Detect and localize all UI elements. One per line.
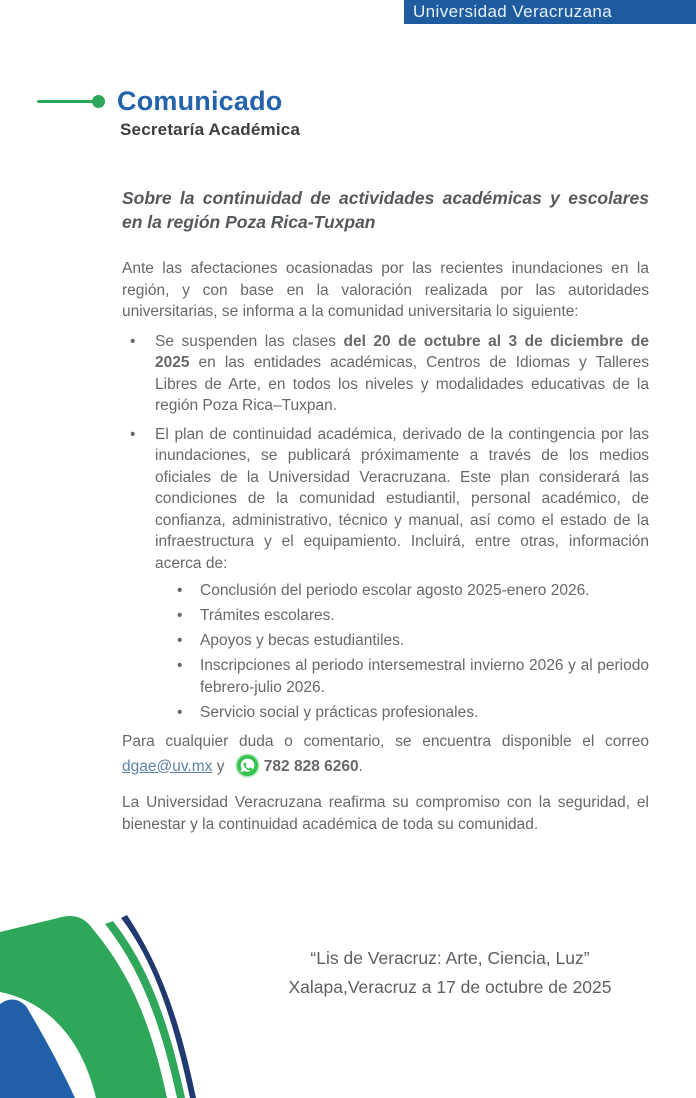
brand-name: Universidad Veracruzana (413, 2, 613, 21)
main-bullet-list (122, 331, 649, 725)
list-item: • Inscripciones al periodo intersemestral invierno 2026 y al periodo febrero-julio 2026. (155, 655, 649, 699)
sub-bullet-list (155, 580, 649, 724)
intro-paragraph: Ante las afectaciones ocasionadas por las recientes inundaciones en la región, y con base en la valoración realizada por las autoridades universitarias, se informa a la comunidad universitaria lo siguiente: (122, 260, 649, 320)
subject-heading: Sobre la continuidad de actividades académicas y escolares en la región Poza Rica-Tuxpan (122, 188, 649, 232)
phone-number: 782 828 6260 (263, 757, 359, 775)
list-item: • El plan de continuidad académica, derivado de la contingencia por las inundaciones, se publicará próximamente a través de los medios oficiales de la Universidad Veracruzana. Este plan considerará las condiciones de la comunidad estudiantil, personal académico, de confianza, administrativo, técnico y manual, así como el estado de la infraestructura y el equipamiento. Incluirá, entre otras, información acerca de: • Conclusión del periodo escolar agosto 2025-enero 2026. • Trámites escolares. • Apoyos y becas estudiantiles. • Inscripciones al periodo intersemestral invierno 2026 y al periodo febrero-julio 2026. • Servicio social y prácticas profesionales. (122, 424, 649, 725)
closing-paragraph: La Universidad Veracruzana reafirma su compromiso con la seguridad, el bienestar y la continuidad académica de toda su comunidad. (122, 794, 649, 833)
institutional-motto: “Lis de Veracruz: Arte, Ciencia, Luz” (310, 948, 590, 968)
bold-date-range: del 20 de octubre al 3 de diciembre de 2025 (155, 332, 649, 371)
list-item: • Apoyos y becas estudiantiles. (155, 630, 649, 652)
email-link[interactable]: dgae@uv.mx (122, 757, 213, 775)
list-item: • Se suspenden las clases del 20 de octubre al 3 de diciembre de 2025 en las entidades académicas, Centros de Idiomas y Talleres Libres de Arte, en todos los niveles y modalidades educativas de la región Poza Rica–Tuxpan. (122, 331, 649, 417)
footer-text (230, 944, 670, 1002)
document-body (122, 186, 649, 843)
list-item: • Servicio social y prácticas profesionales. (155, 702, 649, 724)
whatsapp-icon (235, 753, 260, 785)
list-item: • Conclusión del periodo escolar agosto 2025-enero 2026. (155, 580, 649, 602)
dateline: Xalapa,Veracruz a 17 de octubre de 2025 (288, 977, 612, 997)
corner-swoosh-graphic (0, 898, 260, 1098)
page-subtitle: Secretaría Académica (120, 120, 301, 139)
brand-bar (404, 0, 696, 24)
list-item: • Trámites escolares. (155, 605, 649, 627)
contact-paragraph: Para cualquier duda o comentario, se encuentra disponible el correo dgae@uv.mx y 782 828 6260. (122, 731, 649, 784)
accent-rule (37, 100, 95, 103)
accent-dot-icon (92, 95, 105, 108)
page-title: Comunicado (117, 86, 283, 116)
